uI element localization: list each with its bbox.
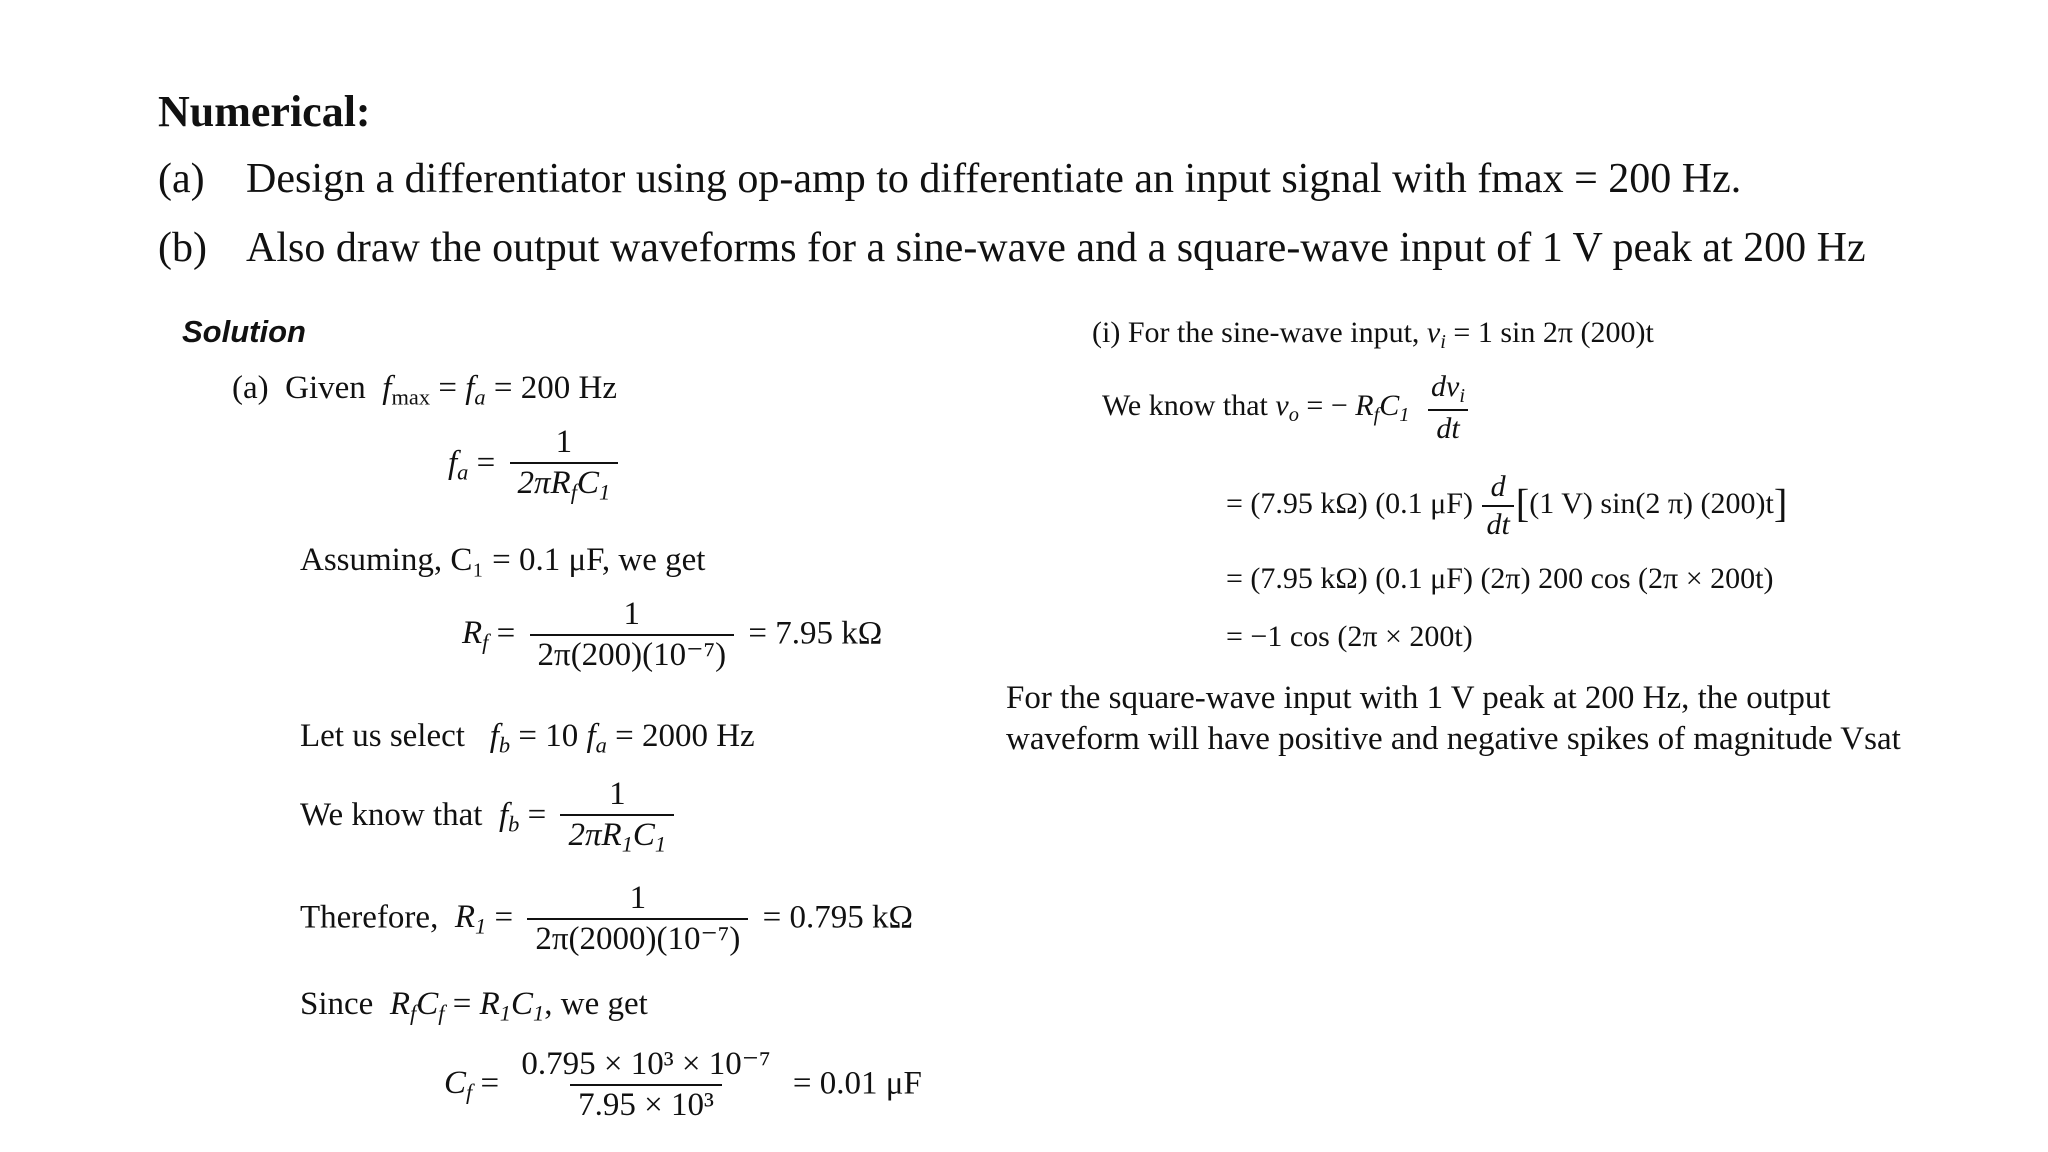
question-a-label: (a) [158, 156, 205, 202]
solution-title: Solution [182, 314, 306, 349]
r1-fraction: $\frac{1}{\text{2π(2000)(10⁻⁷)}}$ [527, 880, 748, 960]
cf-formula: $C_f$ = $\frac{\text{0.795 × 10³ × 10⁻⁷}}{\text{7.95 × 10³}}$ = 0.01 μF [444, 1046, 922, 1126]
since-line: Since $R_fC_f = R_1C_1$, we get [300, 986, 648, 1026]
fb-value: = 2000 Hz [615, 718, 755, 754]
question-b-text: Also draw the output waveforms for a sine-wave and a square-wave input of 1 V peak at 200 Hz [246, 225, 1866, 271]
assuming-line: Assuming, C₁ = 0.1 μF, we get [300, 542, 706, 578]
derivation-line-1-bracket: (1 V) sin(2 π) (200)t [1529, 487, 1774, 521]
given-label: Given [285, 370, 366, 406]
f-a-symbol: $f_a$ [465, 370, 486, 410]
cf-fraction [513, 1046, 778, 1126]
f-max-symbol: $f_{max}$ [382, 370, 431, 410]
page-heading: Numerical: [158, 87, 371, 136]
r1-formula: Therefore, $R_1$ = $\frac{1}{\text{2π(2000)(10⁻⁷)}}$ = 0.795 kΩ [300, 880, 913, 960]
sine-input-line: (i) For the sine-wave input, $v_i = 1$ sin 2π (200)t [1092, 316, 1654, 354]
square-wave-paragraph: For the square-wave input with 1 V peak at 200 Hz, the output waveform will have positive and negative spikes of magnitude Vsat [1006, 680, 1901, 757]
fb-formula: We know that $f_b$ = $\frac{1}{2\pi R_1C_1}$ [300, 776, 680, 859]
r1-result: = 0.795 kΩ [762, 899, 914, 936]
cf-result: = 0.01 μF [792, 1065, 922, 1102]
rf-fraction: $\frac{1}{\text{2π(200)(10⁻⁷)}}$ [530, 596, 735, 676]
question-b [158, 224, 1866, 272]
cf-denominator: 7.95 × 10³ [570, 1084, 722, 1126]
given-line: (a) Given $f_{max} = f_a = 200$ Hz [232, 370, 617, 410]
derivation-line-1: = (7.95 kΩ) (0.1 μF) $\frac{d}{dt}$ [(1 V) sin(2 π) (200)t] [1226, 470, 1788, 541]
part-a-label: (a) [232, 370, 269, 406]
d-dt-fraction: $\frac{d}{dt}$ [1482, 470, 1513, 543]
given-value: = 200 Hz [493, 370, 617, 406]
question-a [158, 155, 1741, 203]
fa-formula: $f_a$ = $\frac{1}{2\pi R_fC_1}$ [448, 424, 624, 507]
question-b-label: (b) [158, 225, 207, 271]
r1-denominator: 2π(2000)(10⁻⁷) [527, 918, 748, 960]
dvi-dt-fraction: $\frac{dv_i}{dt}$ [1423, 370, 1473, 447]
fa-fraction: $\frac{1}{2\pi R_fC_1}$ [510, 424, 619, 507]
question-a-text: Design a differentiator using op-amp to differentiate an input signal with fmax = 200 Hz. [246, 156, 1742, 202]
fb-fraction: $\frac{1}{2\pi R_1C_1}$ [560, 776, 674, 859]
rf-denominator: 2π(200)(10⁻⁷) [530, 634, 735, 676]
rf-formula: $R_f$ = $\frac{1}{\text{2π(200)(10⁻⁷)}}$ = 7.95 kΩ [462, 596, 882, 676]
cf-numerator: 0.795 × 10³ × 10⁻⁷ [521, 1046, 771, 1082]
vo-formula: We know that $v_o$ = − $R_fC_1$ $\frac{dv_i}{dt}$ [1102, 370, 1479, 447]
derivation-line-2: = (7.95 kΩ) (0.1 μF) (2π) 200 cos (2π × 200t) [1226, 562, 1774, 595]
derivation-line-3: = −1 cos (2π × 200t) [1226, 620, 1473, 653]
rf-result: = 7.95 kΩ [748, 615, 883, 652]
select-fb-line: Let us select $f_b = 10$ $f_a = 2000$ Hz [300, 718, 755, 758]
